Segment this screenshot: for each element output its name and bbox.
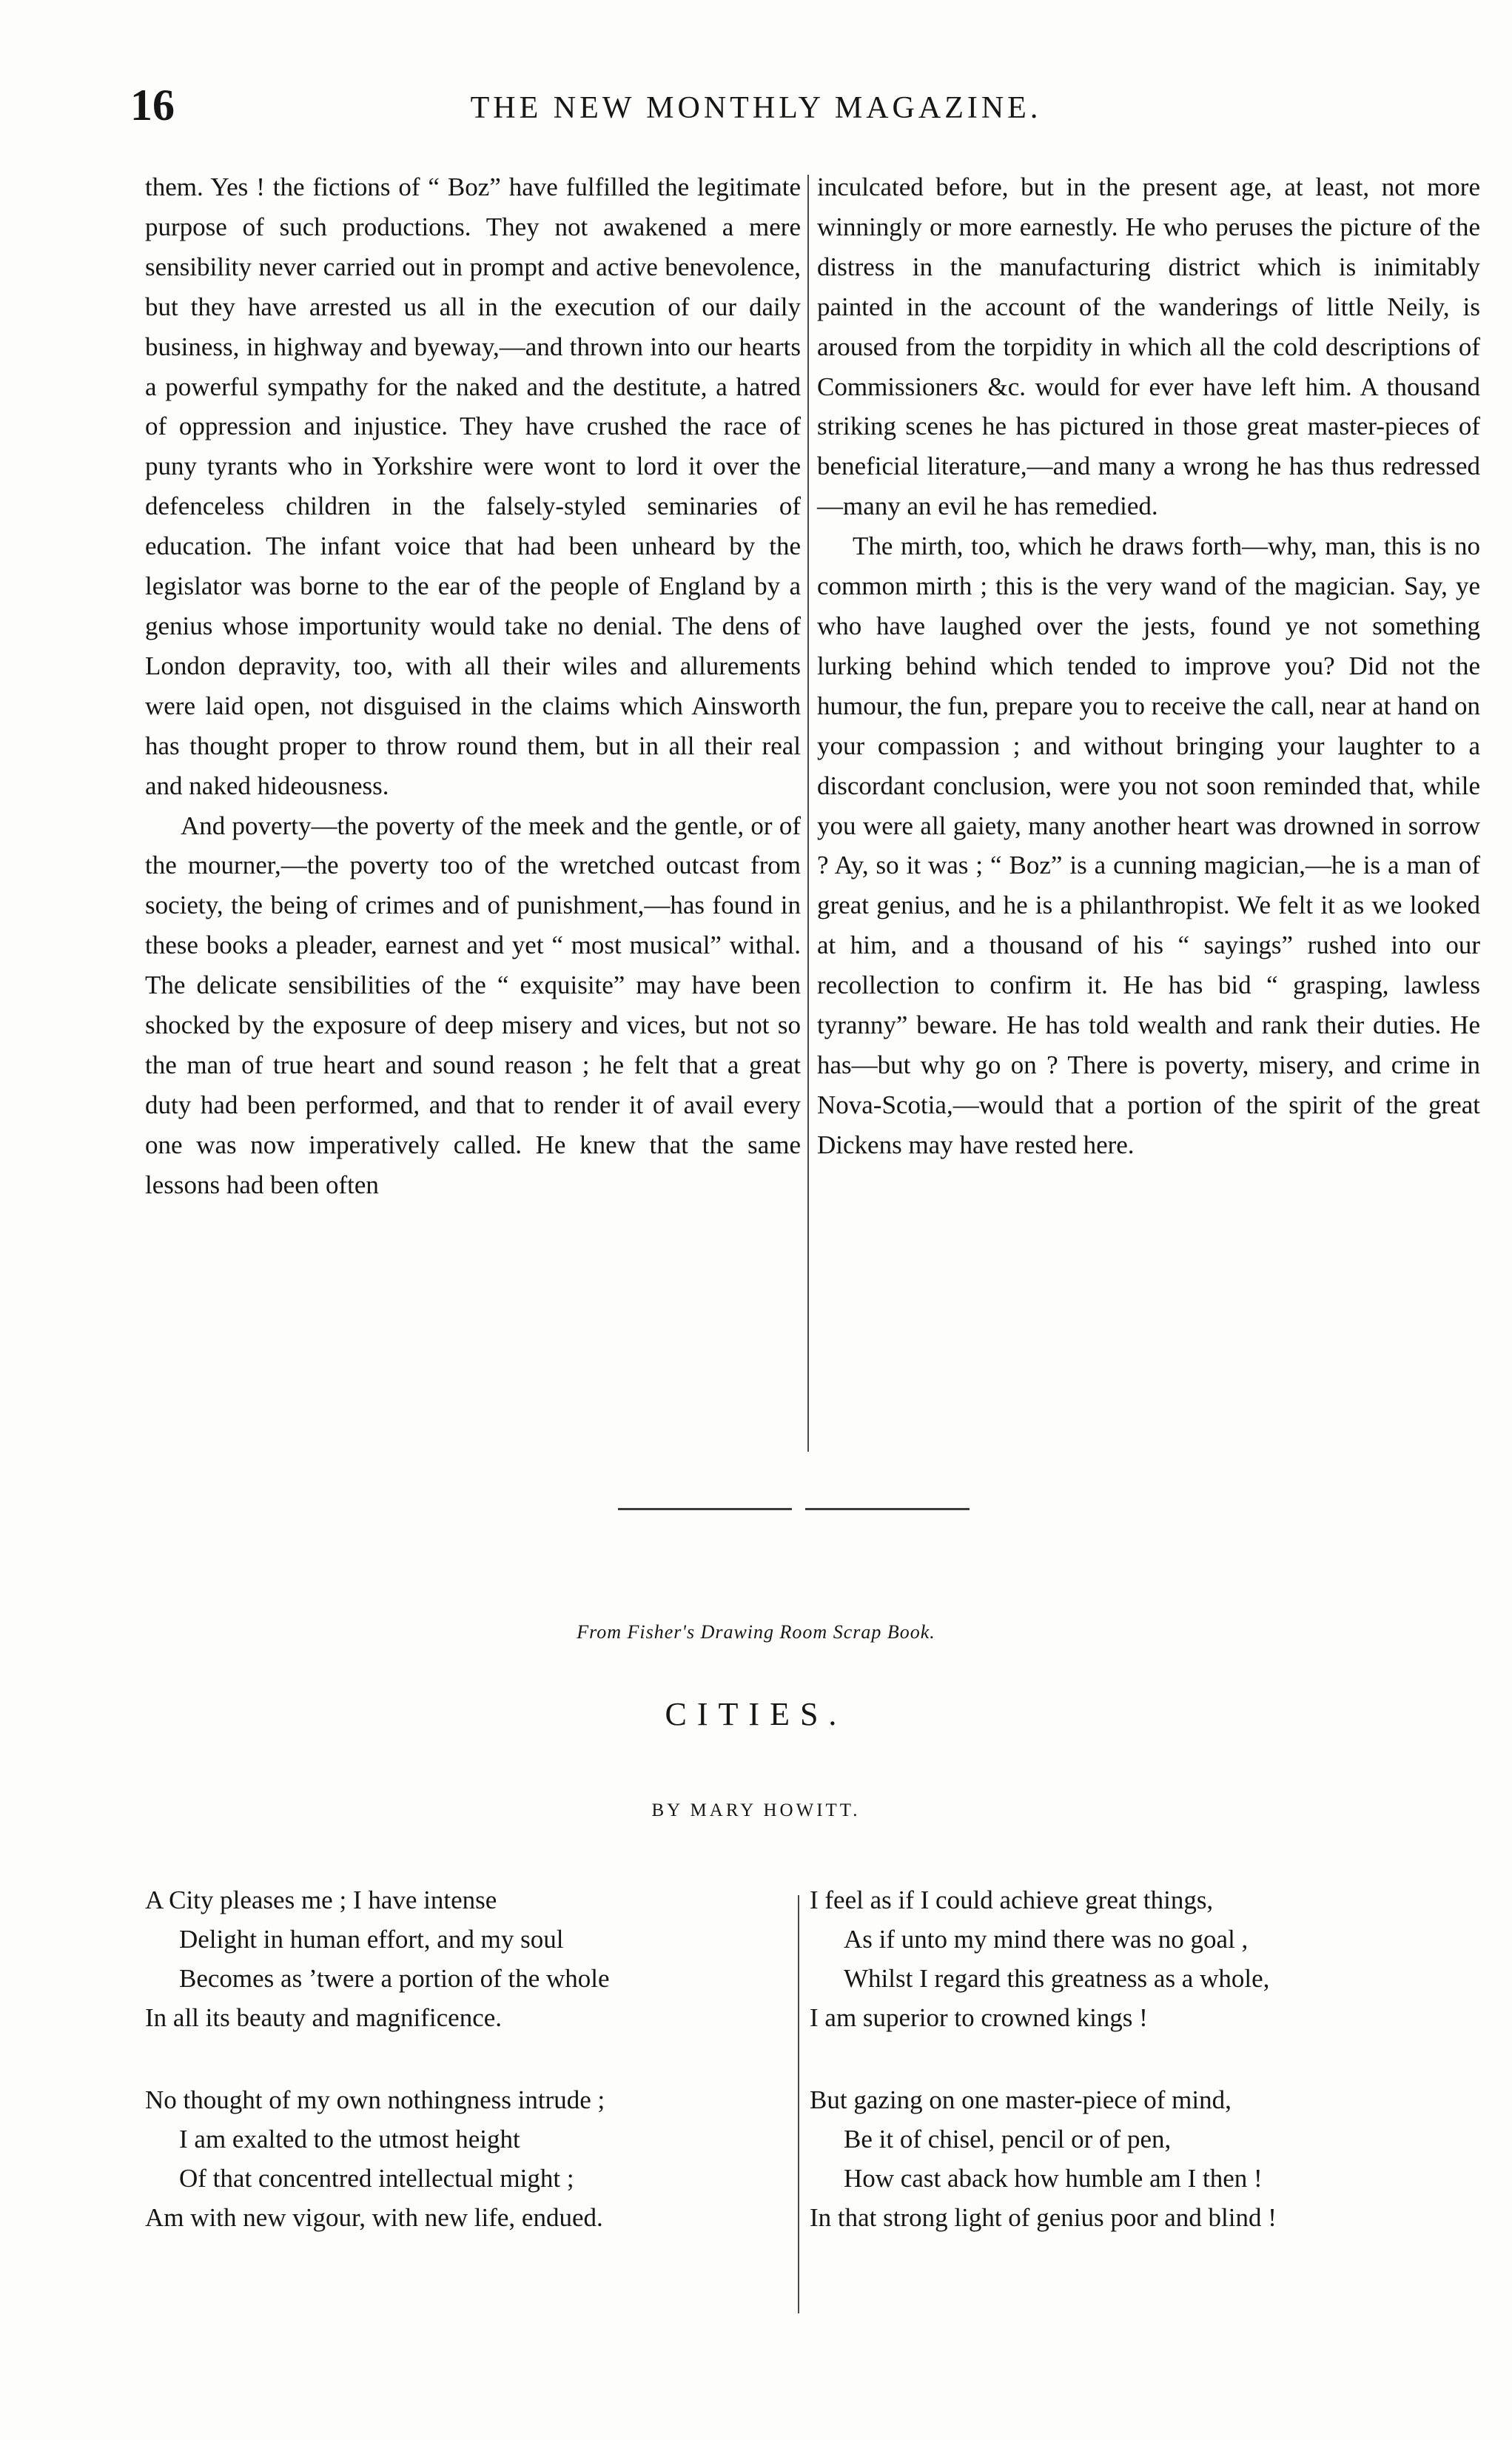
poem-line: I am superior to crowned kings ! [810,2003,1148,2032]
poem-line: In that strong light of genius poor and blind ! [810,2203,1277,2232]
poem-line: How cast aback how humble am I then ! [844,2164,1263,2193]
poem-stanza-2 [145,2080,605,2237]
poem-line: But gazing on one master-piece of mind, [810,2085,1232,2114]
poem-line: I am exalted to the utmost height [179,2125,520,2154]
poem-line: A City pleases me ; I have intense [145,1886,497,1914]
poem-line: I feel as if I could achieve great things, [810,1886,1214,1914]
page-number: 16 [130,81,175,130]
article-paragraph: The mirth, too, which he draws forth—why, man, this is no common mirth ; this is the very wand of the magician. Say, ye who have laughed over the jests, found ye not something lurking behind which tended to improve you? Did not the humour, the fun, prepare you to receive the call, near at hand on your compassion ; and without bringing your laughter to a discordant conclusion, were you not soon reminded that, while you were all gaiety, many another heart was drowned in sorrow ? Ay, so it was ; “ Boz” is a cunning magician,—he is a man of great genius, and he is a philanthropist. We felt it as we looked at him, and a thousand of his “ sayings” rushed into our recollection to confirm it. He has bid “ grasping, lawless tyranny” beware. He has told wealth and rank their duties. He has—but why go on ? There is poverty, misery, and crime in Nova-Scotia,—would that a portion of the spirit of the great Dickens may have rested here. [817,532,1480,1159]
poem-line: Delight in human effort, and my soul [179,1925,564,1954]
section-rule [618,1508,792,1510]
poem-line: Becomes as ’twere a portion of the whole [179,1964,610,1993]
poem-source: From Fisher's Drawing Room Scrap Book. [577,1621,935,1643]
poem-line: As if unto my mind there was no goal , [844,1925,1249,1954]
article-paragraph: them. Yes ! the fictions of “ Boz” have fulfilled the legitimate purpose of such productions. They not awakened a mere sensibility never carried out in prompt and active benevolence, but they have arrested us all in the execution of our daily business, in highway and byeway,—and thrown into our hearts a powerful sympathy for the naked and the destitute, a hatred of oppression and injustice. They have crushed the race of puny tyrants who in Yorkshire were wont to lord it over the defenceless children in the falsely-styled seminaries of education. The infant voice that had been unheard by the legislator was borne to the ear of the people of England by a genius whose importunity would take no denial. The dens of London depravity, too, with all their wiles and allurements were laid open, not disguised in the claims which Ainsworth has thought proper to throw round them, but in all their real and naked hideousness. [145,172,801,800]
poem-byline: BY MARY HOWITT. [651,1800,861,1820]
section-rule [805,1508,970,1510]
article-right-column [817,167,1480,1165]
poem-line: Of that concentred intellectual might ; [179,2164,574,2193]
poem-line: Am with new vigour, with new life, endued. [145,2203,603,2232]
poem-line: In all its beauty and magnificence. [145,2003,503,2032]
poem-line: No thought of my own nothingness intrude ; [145,2085,605,2114]
poem-stanza-3 [810,1880,1269,2037]
article-paragraph: inculcated before, but in the present age, at least, not more winningly or more earnestly. He who peruses the picture of the distress in the manufacturing district which is inimitably painted in the account of the wanderings of little Neily, is aroused from the torpidity in which all the cold descriptions of Commissioners &c. would for ever have left him. A thousand striking scenes he has pictured in those great master-pieces of beneficial literature,—and many a wrong he has thus redressed—many an evil he has remedied. [817,172,1480,521]
poem-line: Whilst I regard this greatness as a whole, [844,1964,1270,1993]
article-left-column [145,167,801,1205]
poem-stanza-1 [145,1880,610,2037]
column-divider [807,175,809,1452]
article-paragraph: And poverty—the poverty of the meek and the gentle, or of the mourner,—the poverty too of the wretched outcast from society, the being of crimes and of punishment,—has found in these books a pleader, earnest and yet “ most musical” withal. The delicate sensibilities of the “ exquisite” may have been shocked by the exposure of deep misery and vices, but not so the man of true heart and sound reason ; he felt that a great duty had been performed, and that to render it of avail every one was now imperatively called. He knew that the same lessons had been often [145,811,801,1199]
poem-line: Be it of chisel, pencil or of pen, [844,2125,1172,2154]
page-header [0,80,1512,132]
poem-title: CITIES. [665,1696,847,1732]
poem-column-divider [798,1895,799,2313]
running-head: THE NEW MONTHLY MAGAZINE. [470,91,1042,125]
poem-stanza-4 [810,2080,1277,2237]
